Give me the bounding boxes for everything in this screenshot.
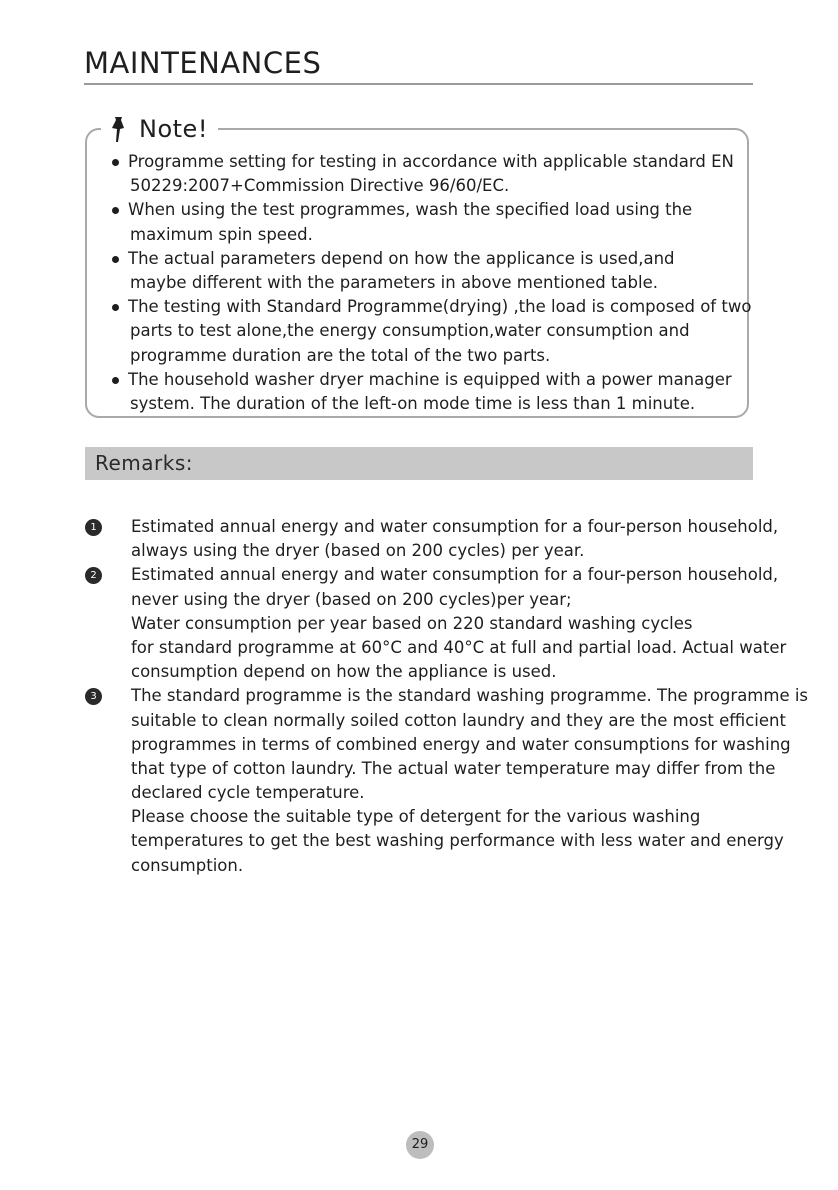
note-line-text: maybe different with the parameters in above mentioned table.: [130, 272, 658, 292]
note-line: [108, 295, 752, 319]
number-badge: 1: [85, 519, 102, 536]
remarks-line-text: for standard programme at 60°C and 40°C at full and partial load. Actual water: [131, 637, 787, 657]
remarks-line-text: that type of cotton laundry. The actual water temperature may differ from the: [131, 758, 776, 778]
note-line: [108, 247, 748, 271]
remarks-line-text: Estimated annual energy and water consumption for a four-person household,: [131, 517, 779, 536]
note-line-text: Programme setting for testing in accordance with applicable standard EN: [128, 152, 734, 171]
remarks-line: [82, 805, 782, 829]
remarks-line: [82, 612, 782, 636]
remarks-line-text: temperatures to get the best washing performance with less water and energy: [131, 831, 784, 851]
remarks-line: [82, 781, 782, 805]
note-line-text: 50229:2007+Commission Directive 96/60/EC.: [130, 176, 510, 196]
remarks-line: [82, 636, 787, 660]
note-list: [108, 150, 752, 416]
bullet-icon: [112, 256, 119, 263]
remarks-line-text: consumption.: [131, 855, 244, 875]
remarks-line-text: programmes in terms of combined energy and water consumptions for washing: [131, 734, 791, 754]
remarks-line: [82, 757, 782, 781]
note-line-text: The actual parameters depend on how the applicance is used,and: [128, 248, 675, 268]
note-line: [108, 223, 748, 247]
remarks-line-text: The standard programme is the standard washing programme. The programme is: [131, 686, 809, 706]
note-line: [108, 368, 748, 392]
remarks-line: [82, 515, 782, 539]
note-line: [108, 174, 748, 198]
page-number: 29: [406, 1131, 434, 1159]
note-line-text: maximum spin speed.: [130, 224, 313, 244]
remarks-line-text: declared cycle temperature.: [131, 783, 365, 803]
title-divider: [84, 83, 753, 85]
remarks-line-text: suitable to clean normally soiled cotton laundry and they are the most efficient: [131, 710, 786, 730]
note-line-text: The testing with Standard Programme(drying) ,the load is composed of two: [128, 297, 752, 317]
remarks-line-text: never using the dryer (based on 200 cycles)per year;: [131, 589, 572, 609]
note-line-text: system. The duration of the left-on mode time is less than 1 minute.: [130, 393, 696, 413]
remarks-line: [82, 684, 809, 708]
bullet-icon: [112, 377, 119, 384]
remarks-title: Remarks:: [95, 451, 194, 475]
note-title: Note!: [139, 115, 208, 143]
note-line: [108, 392, 748, 416]
remarks-line: [82, 539, 782, 563]
remarks-line-text: always using the dryer (based on 200 cycles) per year.: [131, 541, 585, 561]
number-badge: 2: [85, 567, 102, 584]
note-line: [108, 198, 748, 222]
note-line-text: When using the test programmes, wash the specified load using the: [128, 200, 693, 220]
remarks-line-text: Estimated annual energy and water consumption for a four-person household,: [131, 565, 779, 585]
remarks-line-text: Please choose the suitable type of detergent for the various washing: [131, 807, 701, 827]
remarks-line: [82, 588, 782, 612]
remarks-line: [82, 563, 782, 587]
note-line: [108, 271, 748, 295]
number-badge: 3: [85, 688, 102, 705]
note-header: [101, 112, 218, 146]
note-line-text: programme duration are the total of the two parts.: [130, 345, 551, 365]
remarks-line: [82, 829, 782, 853]
remarks-line: [82, 854, 782, 878]
page-title: MAINTENANCES: [84, 46, 322, 80]
remarks-line: [82, 660, 782, 684]
note-line-text: parts to test alone,the energy consumption,water consumption and: [130, 321, 690, 341]
remarks-line: [82, 709, 786, 733]
remarks-line: [82, 733, 791, 757]
pushpin-icon: [107, 115, 129, 143]
remarks-line-text: consumption depend on how the appliance is used.: [131, 662, 557, 682]
note-line: [108, 319, 748, 343]
bullet-icon: [112, 207, 119, 214]
remarks-list: [82, 515, 809, 878]
bullet-icon: [112, 304, 119, 311]
remarks-line-text: Water consumption per year based on 220 standard washing cycles: [131, 613, 693, 633]
note-line-text: The household washer dryer machine is equipped with a power manager: [128, 369, 732, 389]
note-line: [108, 344, 748, 368]
note-line: [108, 150, 748, 174]
remarks-header-bar: [85, 447, 753, 480]
bullet-icon: [112, 159, 119, 166]
